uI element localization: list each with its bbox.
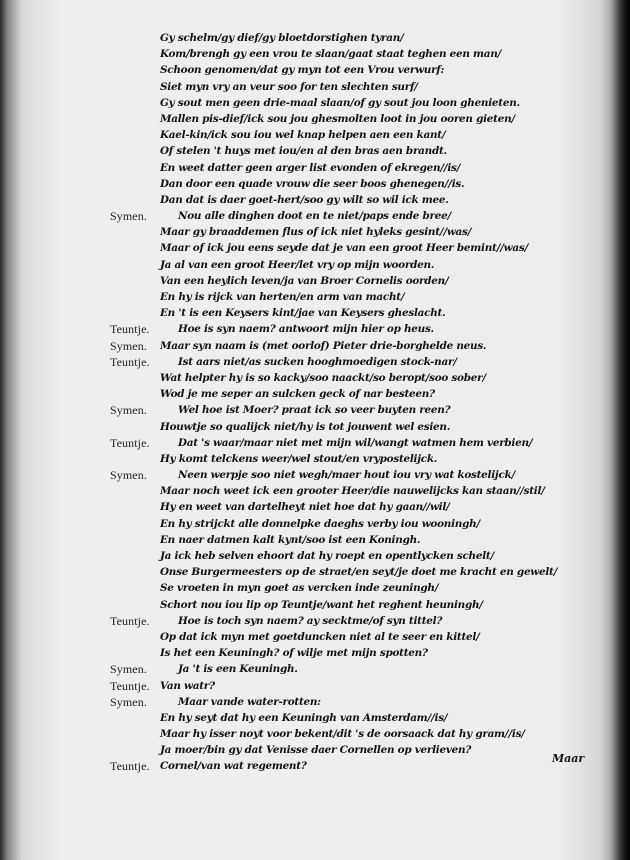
verse-text: Of stelen 't huys met iou/en al den bras aen brandt. <box>160 145 447 158</box>
verse-line <box>0 678 630 694</box>
speaker-name: Symen. <box>110 403 147 418</box>
verse-line <box>0 354 630 370</box>
verse-text: Van een heylich leven/ja van Broer Cornelis oorden/ <box>160 274 449 287</box>
page-edge-shadow <box>610 0 630 860</box>
speaker-name: Symen. <box>110 338 147 353</box>
speaker-name: Teuntje. <box>110 322 150 337</box>
verse-line <box>0 516 630 532</box>
verse-text: Van watr? <box>160 679 215 692</box>
verse-text: Nou alle dinghen doot en te niet/paps ende bree/ <box>178 210 452 223</box>
verse-text: Maar of ick jou eens seyde dat je van een groot Heer bemint//was/ <box>160 242 528 255</box>
verse-line <box>0 661 630 677</box>
verse-line <box>0 694 630 710</box>
verse-text: Maar syn naam is (met oorlof) Pieter drie-borghelde neus. <box>160 339 487 352</box>
verse-text: Ja 't is een Keuningh. <box>178 663 298 676</box>
verse-text: Hy komt telckens weer/wel stout/en vrypostelijck. <box>160 452 438 465</box>
speaker-name: Teuntje. <box>110 613 150 628</box>
speaker-name: Symen. <box>110 209 147 224</box>
verse-text: Maar gy braaddemen flus of ick niet hyleks gesint//was/ <box>160 226 472 239</box>
verse-line <box>0 321 630 337</box>
verse-text: Cornel/van wat regement? <box>160 760 307 773</box>
speaker-name: Teuntje. <box>110 678 150 693</box>
verse-line <box>0 629 630 645</box>
verse-text: Dan dat is daer goet-hert/soo gy wilt so wil ick mee. <box>160 193 449 206</box>
speaker-name: Teuntje. <box>110 759 150 774</box>
verse-line <box>0 742 630 758</box>
verse-line <box>0 758 630 774</box>
verse-line <box>0 273 630 289</box>
speaker-name: Teuntje. <box>110 435 150 450</box>
verse-line <box>0 710 630 726</box>
verse-text: Kom/brengh gy een vrou te slaan/gaat staat teghen een man/ <box>160 48 502 61</box>
verse-text: Gy schelm/gy dief/gy bloetdorstighen tyran/ <box>160 32 404 44</box>
verse-line <box>0 79 630 95</box>
verse-text: Wat helpter hy is so kacky/soo naackt/so beropt/soo sober/ <box>160 371 486 384</box>
verse-text: Wod je me seper an sulcken geck of nar besteen? <box>160 388 435 401</box>
verse-line <box>0 127 630 143</box>
verse-text: Gy sout men geen drie-maal slaan/of gy sout jou loon ghenieten. <box>160 96 520 109</box>
verse-text: En hy strijckt alle donnelpke daeghs verby iou wooningh/ <box>160 517 480 530</box>
verse-line <box>0 499 630 515</box>
verse-line <box>0 160 630 176</box>
verse-text: Ja al van een groot Heer/let vry op mijn woorden. <box>160 258 435 271</box>
verse-text: Se vroeten in myn goet as vercken inde zeuningh/ <box>160 582 439 595</box>
verse-text: Hoe is toch syn naem? ay secktme/of syn tittel? <box>178 614 443 627</box>
verse-line <box>0 613 630 629</box>
verse-text: Hy en weet van dartelheyt niet hoe dat hy gaan//wil/ <box>160 501 450 514</box>
speaker-name: Symen. <box>110 468 147 483</box>
verse-text: Ja ick heb selven ehoort dat hy roept en opentlycken schelt/ <box>160 550 494 562</box>
verse-line <box>0 580 630 596</box>
verse-line <box>0 289 630 305</box>
verse-line <box>0 451 630 467</box>
verse-line <box>0 419 630 435</box>
verse-line <box>0 435 630 451</box>
speaker-name: Symen. <box>110 694 147 709</box>
verse-text: Siet myn vry an veur soo for ten slechten surf/ <box>160 80 418 93</box>
verse-line <box>0 548 630 564</box>
verse-line <box>0 726 630 742</box>
verse-line <box>0 30 630 46</box>
verse-line <box>0 645 630 661</box>
verse-text: Maar hy isser noyt voor bekent/dit 's de oorsaack dat hy gram//is/ <box>160 728 525 741</box>
verse-text: Maar vande water-rotten: <box>178 695 321 708</box>
verse-text: Ja moer/bin gy dat Venisse daer Cornellen op verlieven? <box>160 744 472 757</box>
verse-line <box>0 143 630 159</box>
speaker-name: Symen. <box>110 662 147 677</box>
verse-line <box>0 62 630 78</box>
verse-line <box>0 192 630 208</box>
speaker-name: Teuntje. <box>110 354 150 369</box>
verse-text: Onse Burgermeesters op de straet/en seyt/je doet me kracht en gewelt/ <box>160 566 558 579</box>
verse-line <box>0 338 630 354</box>
verse-text: En naer datmen kalt kynt/soo ist een Koningh. <box>160 533 421 546</box>
verse-line <box>0 370 630 386</box>
verse-text: En 't is een Keysers kint/jae van Keysers gheslacht. <box>160 307 446 320</box>
verse-text: En weet datter geen arger list evonden of ekregen//is/ <box>160 161 461 174</box>
verse-text: Neen werpje soo niet wegh/maer hout iou vry wat kostelijck/ <box>178 469 516 482</box>
verse-text: Schoon genomen/dat gy myn tot een Vrou verwurf: <box>160 64 445 77</box>
verse-line <box>0 597 630 613</box>
verse-line <box>0 208 630 224</box>
verse-text: Maar noch weet ick een grooter Heer/die nauwelijcks kan staan//stil/ <box>160 485 545 498</box>
verse-line <box>0 240 630 256</box>
verse-text: Dan door een quade vrouw die seer boos ghenegen//is. <box>160 177 465 190</box>
verse-line <box>0 111 630 127</box>
verse-text: Mallen pis-dief/ick sou jou ghesmolten loot in jou ooren gieten/ <box>160 112 515 125</box>
verse-text: Dat 's waar/maar niet met mijn wil/wangt watmen hem verbien/ <box>178 436 533 449</box>
verse-line <box>0 386 630 402</box>
verse-line <box>0 532 630 548</box>
verse-text: Is het een Keuningh? of wilje met mijn spotten? <box>160 647 428 660</box>
verse-line <box>0 564 630 580</box>
verse-line <box>0 46 630 62</box>
verse-line <box>0 402 630 418</box>
verse-text: En hy seyt dat hy een Keuningh van Amsterdam//is/ <box>160 711 448 724</box>
verse-text: En hy is rijck van herten/en arm van macht/ <box>160 291 405 303</box>
verse-line <box>0 483 630 499</box>
verse-line <box>0 305 630 321</box>
verse-text: Houwtje so qualijck niet/hy is tot jouwent wel esien. <box>160 420 451 433</box>
verse-text: Schort nou iou lip op Teuntje/want het reghent heuningh/ <box>160 598 483 611</box>
verse-text: Op dat ick myn met goetduncken niet al te seer en kittel/ <box>160 630 480 643</box>
verse-text-block <box>0 30 630 775</box>
verse-line <box>0 467 630 483</box>
verse-text: Ist aars niet/as sucken hooghmoedigen stock-nar/ <box>178 355 457 368</box>
verse-text: Kael-kin/ick sou iou wel knap helpen aen een kant/ <box>160 129 446 142</box>
verse-line <box>0 95 630 111</box>
verse-line <box>0 257 630 273</box>
verse-line <box>0 224 630 240</box>
verse-text: Wel hoe ist Moer? praat ick so veer buyten reen? <box>178 404 451 417</box>
verse-line <box>0 176 630 192</box>
catchword: Maar <box>552 752 585 765</box>
verse-text: Hoe is syn naem? antwoort mijn hier op heus. <box>178 323 434 336</box>
